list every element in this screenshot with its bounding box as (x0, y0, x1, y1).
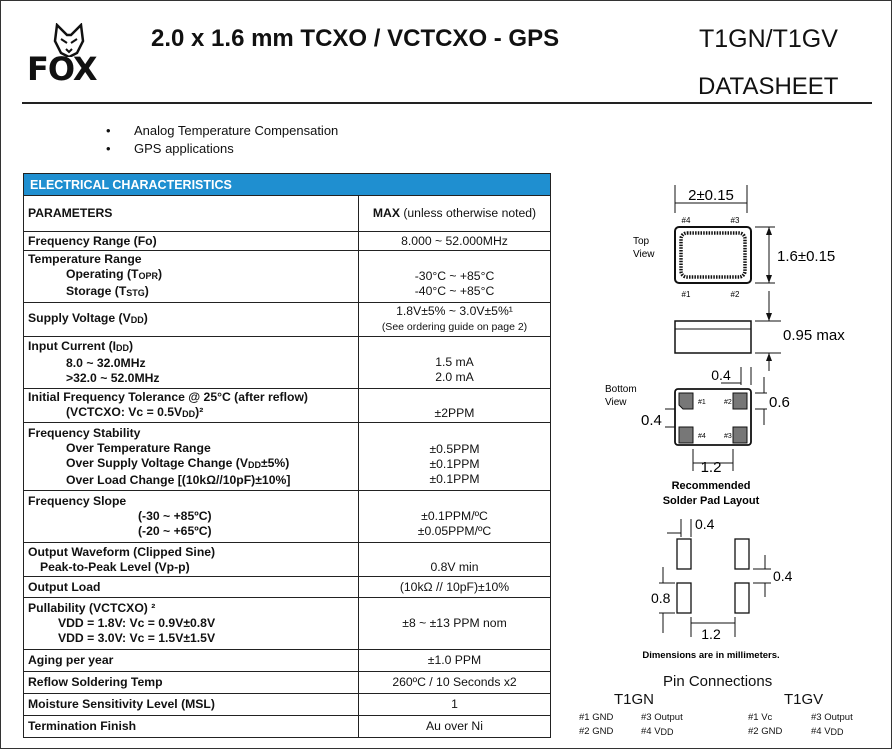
package-side-view (675, 321, 751, 353)
dim-pad-h-label: 0.6 (769, 394, 790, 411)
top-view-label: Top (633, 236, 650, 247)
table-row: Pullability (VCTCXO) ² VDD = 1.8V: Vc = 0.9V±0.8V VDD = 3.0V: Vc = 1.5V±1.5V ±8 ~ ±13 PPM nom (24, 598, 551, 650)
dim-pad-pitch-label: 1.2 (700, 459, 722, 476)
sp-dim-right-label: 0.4 (773, 568, 793, 584)
svg-text:#3: #3 (730, 216, 740, 225)
solder-pad (735, 539, 749, 569)
table-row: Output Waveform (Clipped Sine) Peak-to-Peak Level (Vp-p) 0.8V min (24, 543, 551, 577)
dim-height-label: 1.6±0.15 (777, 248, 836, 265)
feature-item: • GPS applications (106, 140, 338, 158)
svg-text:#3: #3 (724, 433, 732, 440)
table-row: Termination Finish Au over Ni (24, 716, 551, 738)
page-title: 2.0 x 1.6 mm TCXO / VCTCXO - GPS (151, 25, 560, 52)
dim-thickness-label: 0.95 max (783, 327, 845, 344)
table-row: Frequency Range (Fo) 8.000 ~ 52.000MHz (24, 232, 551, 251)
package-drawing (571, 171, 881, 671)
svg-text:#2: #2 (730, 290, 740, 299)
table-row: Moisture Sensitivity Level (MSL) 1 (24, 694, 551, 716)
solder-pad (677, 539, 691, 569)
svg-text:#1: #1 (698, 399, 706, 406)
dim-pad-w-label: 0.4 (711, 367, 731, 383)
sp-dim-left-label: 0.8 (651, 590, 671, 606)
svg-text:Solder Pad Layout: Solder Pad Layout (662, 495, 760, 507)
package-top-view (675, 227, 751, 283)
solder-pad-caption: Recommended (671, 480, 751, 492)
table-row: Frequency Stability Over Temperature Range Over Supply Voltage Change $(V_{DD}\pm 5\%)$ Over Load Change [(10kΩ//10pF)±10%] ±0.5PPM ±0.1PPM ±0.1PPM (24, 423, 551, 491)
svg-text:#2: #2 (724, 399, 732, 406)
t1gv-pin-row: #1 Vc (748, 712, 773, 723)
table-row: Initial Frequency Tolerance @ 25°C (after reflow) (VCTCXO: $Vc = 0.5V_{DD})^2$ ±2PPM (24, 389, 551, 423)
t1gv-pin-row: #3 Output (811, 712, 853, 723)
bottom-view-label: Bottom (605, 384, 637, 395)
t1gn-pin-row: #3 Output (641, 712, 683, 723)
logo-wordmark: FOX (27, 50, 97, 88)
header-divider (22, 102, 872, 104)
t1gn-pin-row: #1 GND (579, 712, 614, 723)
table-row: Temperature Range Operating $(T_{OPR})$ Storage $(T_{STG})$ -30°C ~ +85°C -40°C ~ +85°C (24, 251, 551, 303)
svg-text:View: View (605, 397, 627, 408)
t1gv-header: T1GV (784, 691, 824, 708)
col-header-parameters: PARAMETERS (24, 196, 359, 232)
table-band-title: ELECTRICAL CHARACTERISTICS (24, 174, 551, 196)
table-row: Reflow Soldering Temp 260ºC / 10 Seconds x2 (24, 672, 551, 694)
svg-text:#4: #4 (681, 216, 691, 225)
doc-type: DATASHEET (698, 73, 839, 100)
sp-dim-bottom-label: 1.2 (701, 626, 721, 642)
sp-dim-top-label: 0.4 (695, 516, 715, 532)
t1gn-pin-row: #2 GND (579, 726, 614, 737)
t1gv-pin-row: #2 GND (748, 726, 783, 737)
dim-pad-w-left-label: 0.4 (641, 412, 662, 429)
t1gn-pin-row: #4 $V_{DD}$ (641, 726, 674, 737)
svg-text:#1: #1 (681, 290, 691, 299)
dimensions-note: Dimensions are in millimeters. (642, 650, 780, 661)
table-row: Aging per year ±1.0 PPM (24, 650, 551, 672)
svg-text:View: View (633, 249, 655, 260)
feature-list (106, 122, 338, 158)
part-number: T1GN/T1GV (699, 25, 838, 53)
table-row: Supply Voltage $(V_{DD})$ 1.8V±5% ~ 3.0V±5%¹ (See ordering guide on page 2) (24, 303, 551, 337)
table-row: Output Load (10kΩ // 10pF)±10% (24, 577, 551, 598)
solder-pad (677, 583, 691, 613)
table-row: Input Current $(I_{DD})$ 8.0 ~ 32.0MHz >32.0 ~ 52.0MHz 1.5 mA 2.0 mA (24, 337, 551, 389)
dim-width-label: 2±0.15 (688, 187, 734, 204)
t1gv-pin-row: #4 $V_{DD}$ (811, 726, 844, 737)
electrical-characteristics-table (23, 173, 551, 738)
fox-logo (27, 23, 117, 87)
solder-pad (735, 583, 749, 613)
svg-text:#4: #4 (698, 433, 706, 440)
feature-item: • Analog Temperature Compensation (106, 122, 338, 140)
pin-connections-title: Pin Connections (663, 673, 773, 690)
col-header-max: MAX (unless otherwise noted) (359, 196, 551, 232)
t1gn-header: T1GN (614, 691, 655, 708)
table-row: Frequency Slope (-30 ~ +85ºC) (-20 ~ +65ºC) ±0.1PPM/ºC ±0.05PPM/ºC (24, 491, 551, 543)
